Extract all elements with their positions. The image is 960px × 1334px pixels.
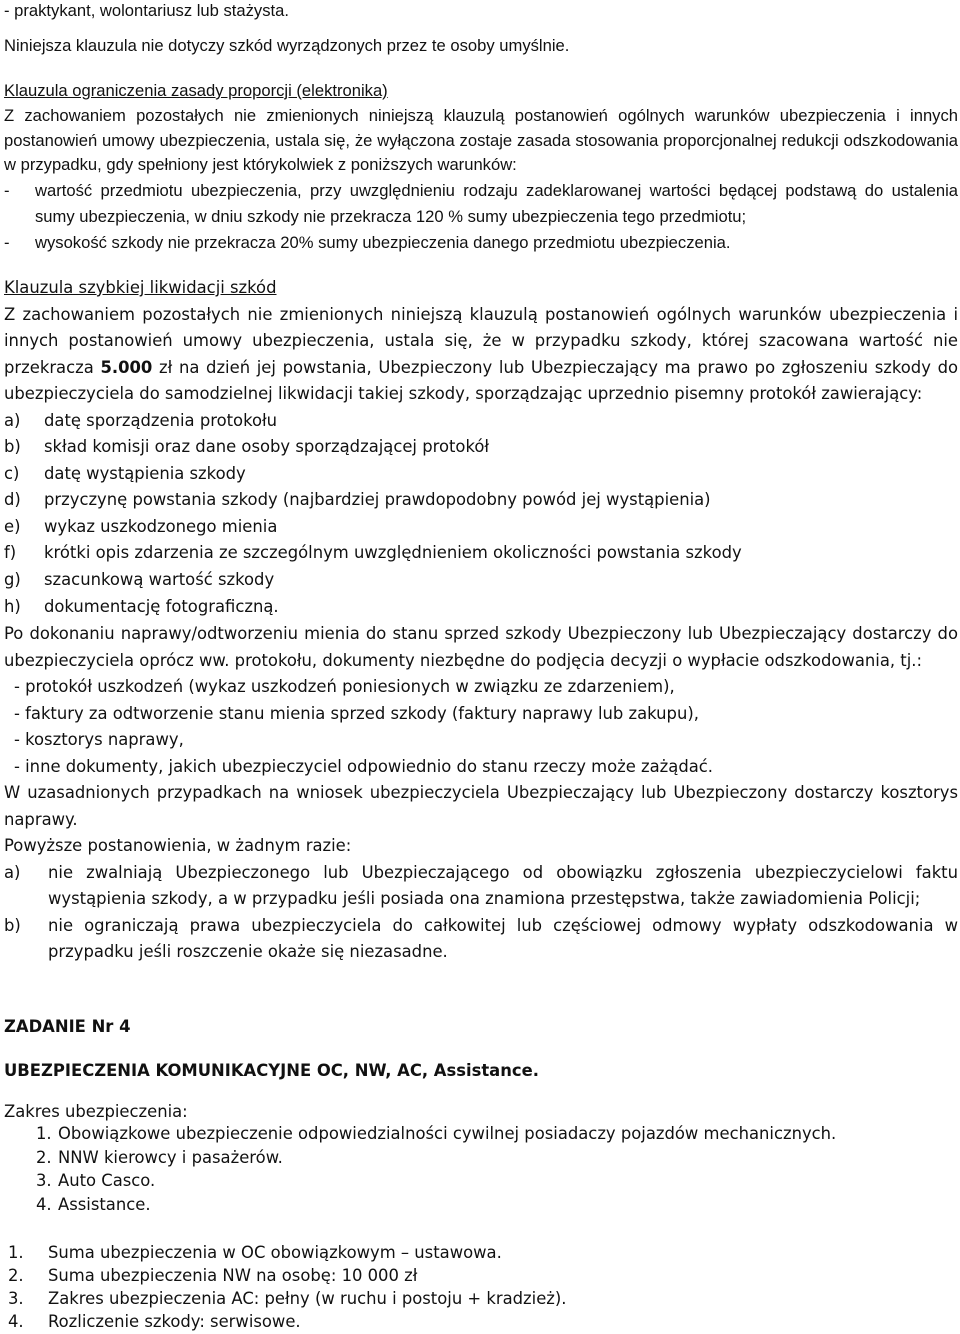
list-item: b) nie ograniczają prawa ubezpieczyciela do całkowitej lub częściowej odmowy wypłaty odszkodowania w przypadku jeśli roszczenie okaże się niezasadne. <box>4 915 958 962</box>
exclusion-note: Niniejsza klauzula nie dotyczy szkód wyrządzonych przez te osoby umyślnie. <box>4 36 570 55</box>
list-item-text: wartość przedmiotu ubezpieczenia, przy uwzględnieniu rodzaju zadeklarowanej wartości będącej podstawą do ustalenia sumy ubezpieczenia, w dniu szkody nie przekracza 120 % sumy ubezpieczenia tego przedmiotu; <box>35 180 958 226</box>
list-item: d) przyczynę powstania szkody (najbardziej prawdopodobny powód jej wystąpienia) <box>4 490 711 510</box>
scope-section <box>4 1099 958 1216</box>
after-repair-paragraph: Po dokonaniu naprawy/odtworzeniu mienia do stanu sprzed szkody Ubezpieczony lub Ubezpieczający dostarczy do ubezpieczyciela oprócz ww. protokołu, dokumenty niezbędne do podjęcia decyzji o wypłacie odszkodowania, tj.: <box>4 624 958 670</box>
list-item: 1. Suma ubezpieczenia w OC obowiązkowym – ustawowa. <box>8 1243 502 1262</box>
list-item: 3. Zakres ubezpieczenia AC: pełny (w ruchu i postoju + kradzież). <box>8 1289 567 1308</box>
protocol-contents-list <box>4 408 958 621</box>
list-item: c) datę wystąpienia szkody <box>4 463 246 483</box>
scope-label: Zakres ubezpieczenia: <box>4 1102 188 1121</box>
list-item: b) skład komisji oraz dane osoby sporządzającej protokół <box>4 437 490 457</box>
list-item <box>4 178 958 230</box>
list-item: 2. Suma ubezpieczenia NW na osobę: 10 000 zł <box>8 1266 418 1285</box>
list-item: a) datę sporządzenia protokołu <box>4 410 278 430</box>
clause-proportion-section <box>4 78 958 256</box>
task-title: ZADANIE Nr 4 <box>4 1017 131 1036</box>
dash-marker: - <box>4 232 10 252</box>
scope-list <box>4 1122 958 1216</box>
list-item <box>4 230 958 256</box>
list-item: 3. Auto Casco. <box>36 1171 156 1190</box>
list-item: - kosztorys naprawy, <box>14 730 184 750</box>
list-item: 2. NNW kierowcy i pasażerów. <box>36 1147 283 1167</box>
list-item: e) wykaz uszkodzonego mienia <box>4 516 278 536</box>
provisions-list <box>4 860 958 966</box>
clause-proportion-heading: Klauzula ograniczenia zasady proporcji (elektronika) <box>4 81 388 100</box>
list-item: - protokół uszkodzeń (wykaz uszkodzeń poniesionych w związku ze zdarzeniem), <box>14 677 675 697</box>
documents-list <box>4 674 958 780</box>
task-subtitle: UBEZPIECZENIA KOMUNIKACYJNE OC, NW, AC, Assistance. <box>4 1061 539 1080</box>
list-item: g) szacunkową wartość szkody <box>4 570 275 590</box>
list-item: - inne dokumenty, jakich ubezpieczyciel odpowiednio do stanu rzeczy może zażądać. <box>14 756 713 776</box>
clause-fast-paragraph: Z zachowaniem pozostałych nie zmienionych niniejszą klauzulą postanowień ogólnych warunków ubezpieczenia i innych postanowień umowy ubezpieczenia, ustala się, że w przypadku szkody, której szacowana wartość nie przekracza 5.000 zł na dzień jej powstania, Ubezpieczony lub Ubezpieczający ma prawo po zgłoszeniu szkody do ubezpieczyciela do samodzielnej likwidacji takiej szkody, sporządzając uprzednio pisemny protokół zawierający: <box>4 304 958 403</box>
list-item: - faktury za odtworzenie stanu mienia sprzed szkody (faktury naprawy lub zakupu), <box>14 703 699 723</box>
list-item: f) krótki opis zdarzenia ze szczególnym uwzględnieniem okoliczności powstania szkody <box>4 543 742 563</box>
list-item: 4. Rozliczenie szkody: serwisowe. <box>8 1312 301 1331</box>
list-item: 4. Assistance. <box>36 1194 151 1214</box>
clause-proportion-paragraph: Z zachowaniem pozostałych nie zmienionych niniejszą klauzulą postanowień ogólnych warunków ubezpieczenia i innych postanowień umowy ubezpieczenia, ustala się, że wyłączona zostaje zasada stosowania proporcjonalnej redukcji odszkodowania w przypadku, gdy spełniony jest którykolwiek z poniższych warunków: <box>4 106 958 174</box>
provisions-lead: Powyższe postanowienia, w żadnym razie: <box>4 836 352 856</box>
clause-fast-heading: Klauzula szybkiej likwidacji szkód <box>4 278 277 297</box>
dash-marker: - <box>4 180 10 200</box>
details-list <box>8 1241 958 1333</box>
amount-value: 5.000 <box>100 357 153 377</box>
clause-fast-section <box>4 275 958 966</box>
list-item: a) nie zwalniają Ubezpieczonego lub Ubezpieczającego od obowiązku zgłoszenia ubezpieczycielowi faktu wystąpienia szkody, a w przypadku jeśli posiada ona znamiona przestępstwa, także zawiadomienia Policji; <box>4 862 958 909</box>
list-item: 1. Obowiązkowe ubezpieczenie odpowiedzialności cywilnej posiadaczy pojazdów mechanicznych. <box>36 1124 837 1143</box>
justified-cases-paragraph: W uzasadnionych przypadkach na wniosek ubezpieczyciela Ubezpieczający lub Ubezpieczony dostarczy kosztorys naprawy. <box>4 783 958 829</box>
list-item-text: wysokość szkody nie przekracza 20% sumy ubezpieczenia danego przedmiotu ubezpieczenia. <box>35 232 731 252</box>
continuation-line: - praktykant, wolontariusz lub stażysta. <box>4 1 289 20</box>
list-item: h) dokumentację fotograficzną. <box>4 596 279 616</box>
